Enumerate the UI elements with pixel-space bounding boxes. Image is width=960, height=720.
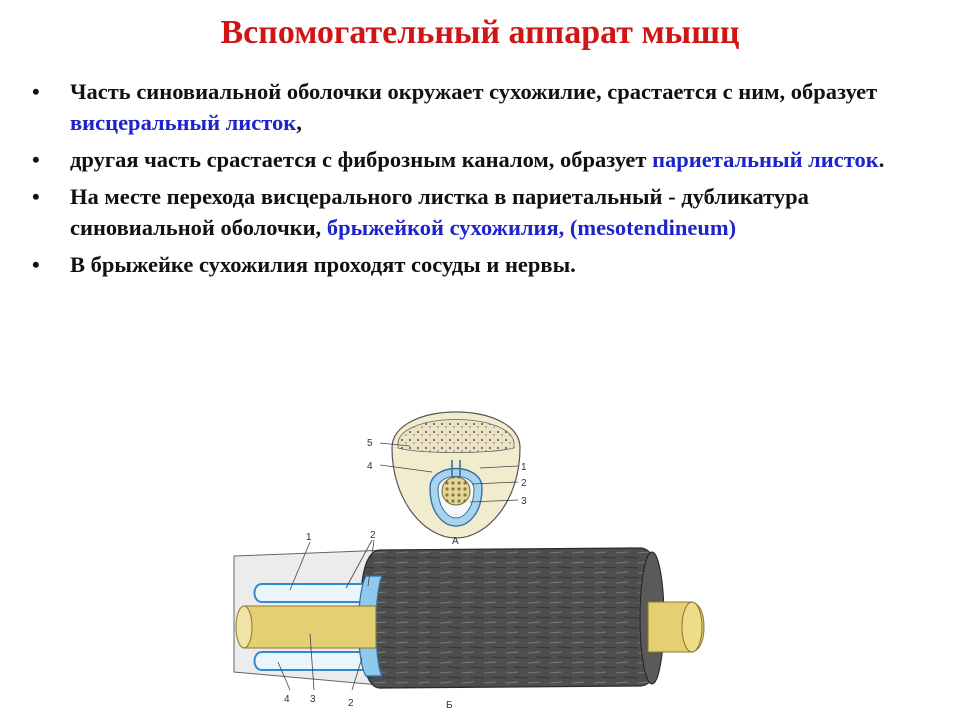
bullet-dot: • xyxy=(32,184,40,209)
bullet-dot: • xyxy=(32,79,40,104)
bullet-dot: • xyxy=(32,147,40,172)
bullet-item xyxy=(28,249,938,280)
bullet-highlight: париетальный листок xyxy=(652,147,879,172)
slide-title: Вспомогательный аппарат мышц xyxy=(220,14,740,51)
bullet-text: , xyxy=(296,110,302,135)
bullet-text: В брыжейке сухожилия проходят сосуды и нервы. xyxy=(70,252,576,277)
bullet-text: другая часть срастается с фиброзным каналом, образует xyxy=(70,147,653,172)
bullet-item xyxy=(28,76,938,138)
label-3: 3 xyxy=(521,496,527,507)
cross-section-a xyxy=(367,412,527,547)
label-4: 4 xyxy=(367,461,373,472)
label-5: 5 xyxy=(367,438,373,449)
longitudinal-section-b xyxy=(234,530,704,711)
bullet-highlight: висцеральный листок xyxy=(70,110,297,135)
bullet-item xyxy=(28,144,938,175)
caption-b: Б xyxy=(446,700,453,711)
label-1: 1 xyxy=(521,462,527,473)
label-b-3: 3 xyxy=(310,694,316,705)
bullet-highlight: брыжейкой сухожилия, (mesotendineum) xyxy=(326,215,737,240)
label-b-1: 1 xyxy=(306,532,312,543)
label-b-2-bottom: 2 xyxy=(348,698,354,709)
bullet-item xyxy=(28,181,938,243)
label-2: 2 xyxy=(521,478,527,489)
bullet-text: . xyxy=(878,147,885,172)
bullet-text: Часть синовиальной оболочки окружает сухожилие, срастается с ним, образует xyxy=(70,79,878,104)
bullet-text: На месте перехода висцерального листка в париетальный - дубликатура синовиальной оболочки, xyxy=(70,184,809,240)
label-b-4: 4 xyxy=(284,694,290,705)
caption-a: А xyxy=(452,536,459,547)
tendon-sheath-figure xyxy=(0,390,960,720)
bullet-dot: • xyxy=(32,252,40,277)
bullet-list xyxy=(28,76,938,286)
label-b-2-top: 2 xyxy=(370,530,376,541)
